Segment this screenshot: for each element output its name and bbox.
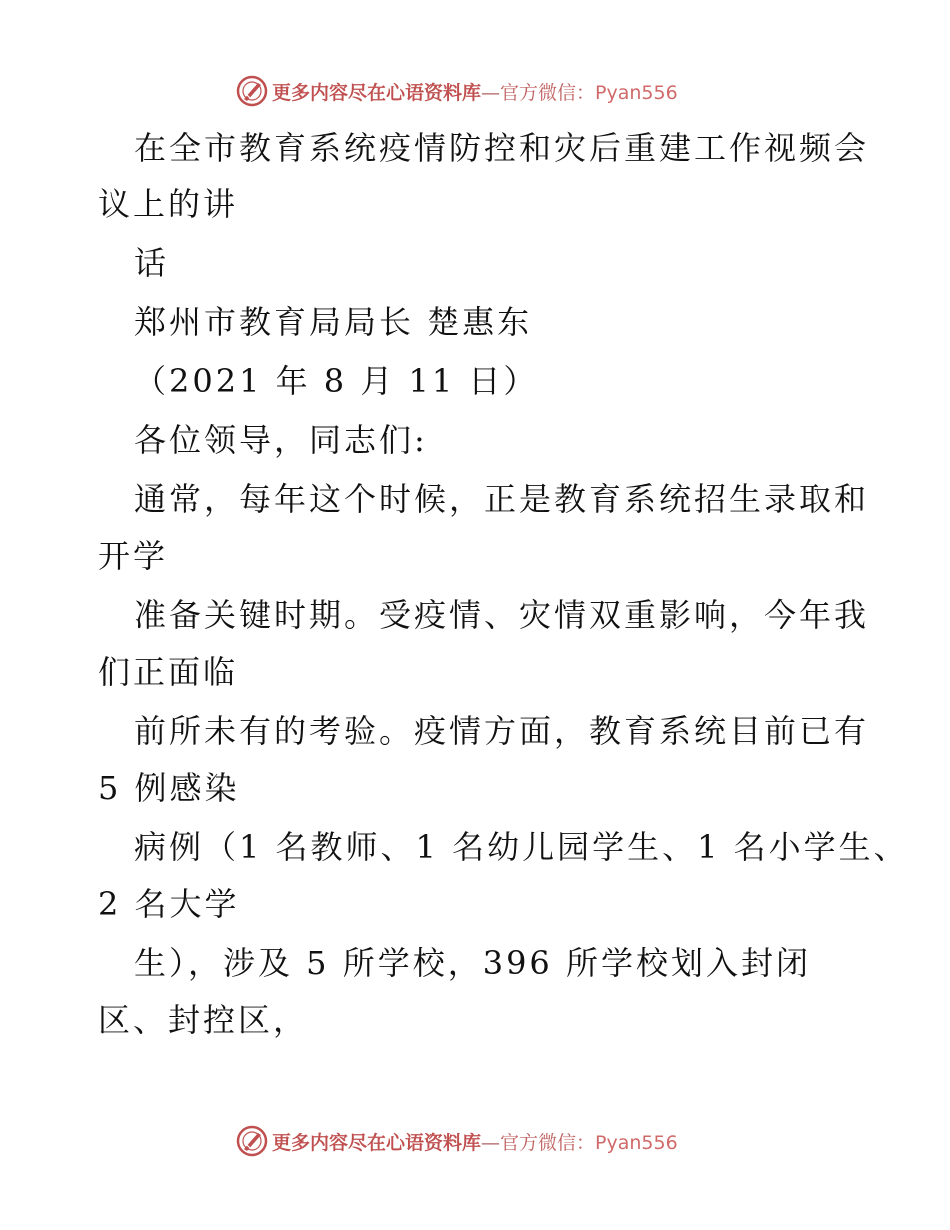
body-line: 5 例感染: [98, 769, 240, 807]
quill-logo-icon: [236, 1125, 268, 1157]
watermark-site: 更多内容尽在心语资料库: [272, 81, 482, 104]
header-watermark: [236, 74, 678, 108]
body-line: 病例（1 名教师、1 名幼儿园学生、1 名小学生、: [134, 828, 909, 866]
salutation-line: 各位领导，同志们:: [134, 421, 428, 459]
title-line-3: 话: [134, 244, 170, 282]
body-line: 区、封控区，: [98, 1001, 309, 1039]
body-line: 2 名大学: [98, 885, 240, 923]
body-line: 前所未有的考验。疫情方面，教育系统目前已有: [134, 712, 870, 750]
quill-logo-icon: [236, 75, 268, 107]
body-line: 们正面临: [98, 653, 239, 691]
watermark-dash: —: [481, 81, 501, 104]
watermark-label: 官方微信：: [500, 81, 596, 104]
title-line-2: 议上的讲: [98, 185, 239, 223]
footer-watermark: [236, 1124, 678, 1158]
watermark-site: 更多内容尽在心语资料库: [272, 1131, 482, 1154]
title-line-1: 在全市教育系统疫情防控和灾后重建工作视频会: [134, 129, 870, 167]
author-line: 郑州市教育局局长 楚惠东: [134, 303, 533, 341]
body-line: 准备关键时期。受疫情、灾情双重影响，今年我: [134, 596, 870, 634]
watermark-id: Pyan556: [595, 1131, 678, 1154]
body-line: 通常，每年这个时候，正是教育系统招生录取和: [134, 480, 870, 518]
body-line: 开学: [98, 537, 169, 575]
watermark-id: Pyan556: [595, 81, 678, 104]
body-line: 生），涉及 5 所学校，396 所学校划入封闭: [134, 944, 811, 982]
watermark-dash: —: [481, 1131, 501, 1154]
watermark-label: 官方微信：: [500, 1131, 596, 1154]
date-line: （2021 年 8 月 11 日）: [134, 362, 539, 400]
